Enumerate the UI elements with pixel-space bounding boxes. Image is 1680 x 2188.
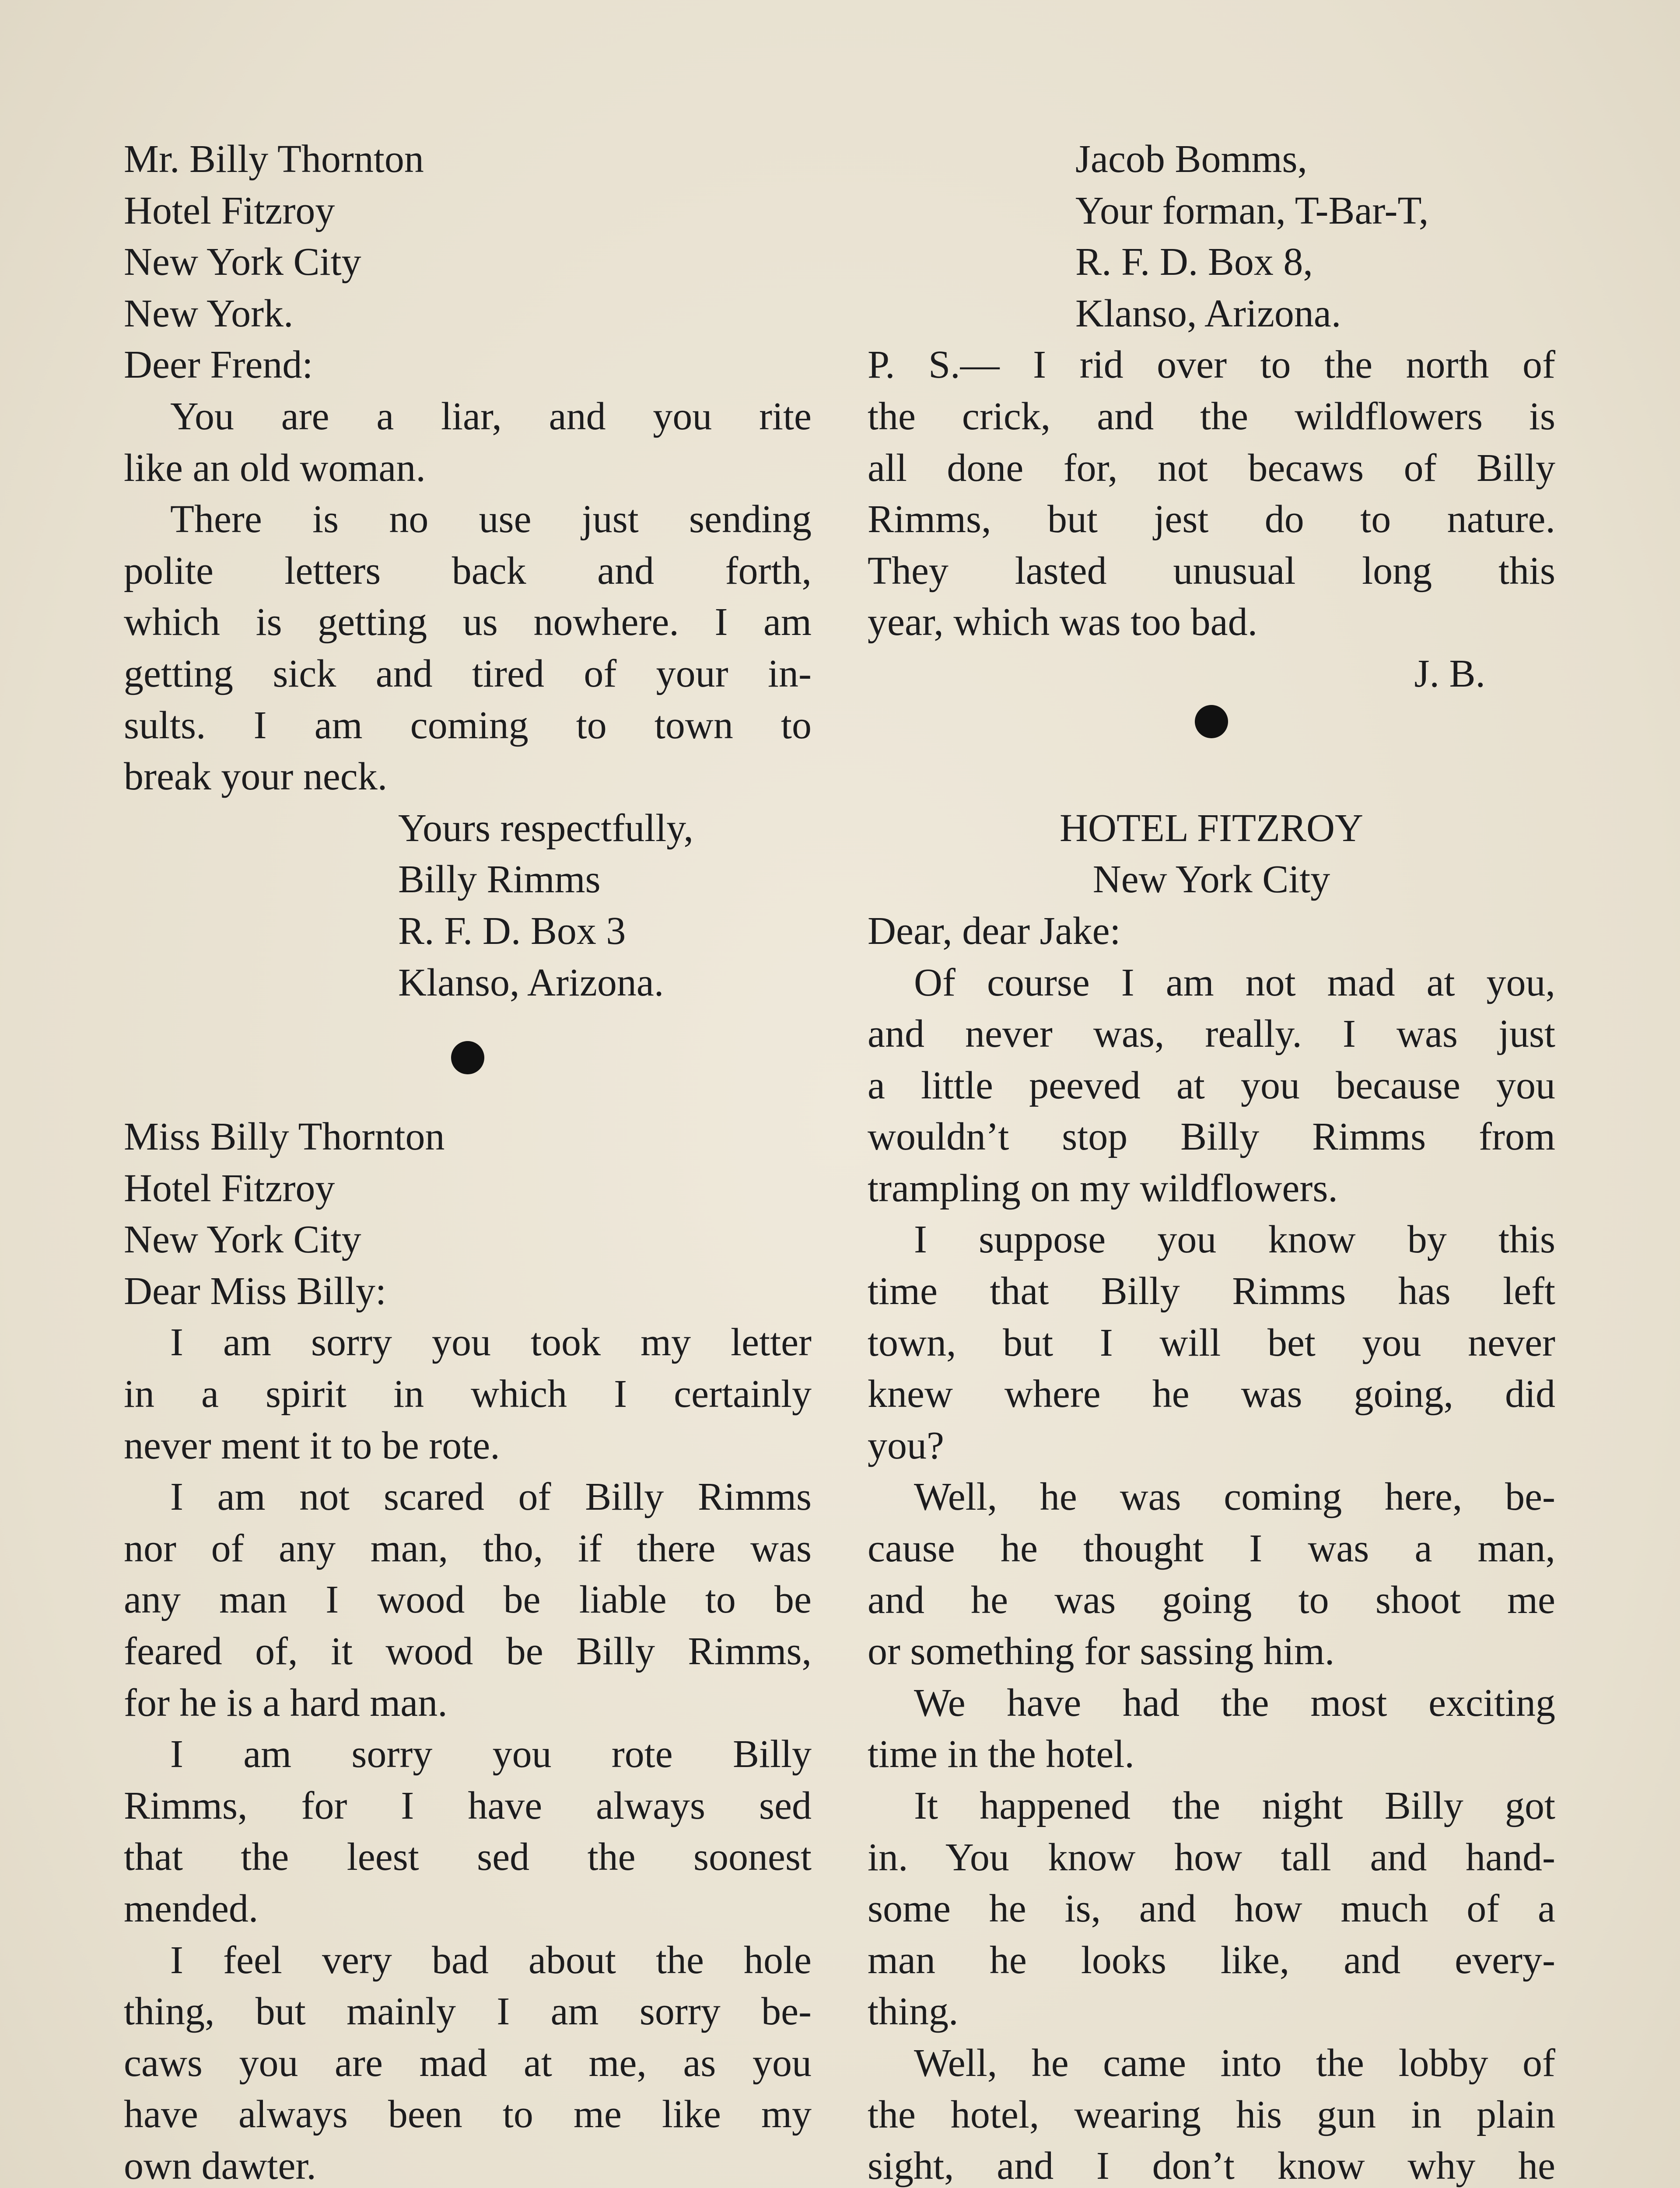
left-column bbox=[124, 133, 812, 2188]
text-line: I am not scared of Billy Rimms bbox=[170, 1475, 812, 1519]
bullet-icon bbox=[1195, 705, 1228, 738]
text-line: sults. I am coming to town to bbox=[124, 703, 812, 747]
text-line: Rimms, but jest do to nature. bbox=[868, 498, 1555, 541]
address-line: Mr. Billy Thornton bbox=[124, 137, 424, 181]
text-line: time in the hotel. bbox=[868, 1732, 1134, 1776]
text-line: cause he thought I was a man, bbox=[868, 1527, 1555, 1571]
text-line: thing. bbox=[868, 1990, 959, 2034]
address-line: Hotel Fitzroy bbox=[124, 1166, 335, 1210]
text-line: some he is, and how much of a bbox=[868, 1887, 1555, 1931]
signature-line: Your forman, T-Bar-T, bbox=[1075, 189, 1429, 232]
text-line: and he was going to shoot me bbox=[868, 1578, 1555, 1622]
signature-line: R. F. D. Box 8, bbox=[1075, 240, 1313, 284]
letter3-heading: HOTEL FITZROY bbox=[1059, 806, 1364, 850]
text-line: caws you are mad at me, as you bbox=[124, 2041, 812, 2085]
address-line: Hotel Fitzroy bbox=[124, 189, 335, 232]
postscript bbox=[868, 339, 1555, 648]
text-line: sight, and I don’t know why he bbox=[868, 2144, 1555, 2188]
text-line: for he is a hard man. bbox=[124, 1681, 448, 1725]
text-line: any man I wood be liable to be bbox=[124, 1578, 812, 1622]
text-line: I am sorry you took my letter bbox=[170, 1321, 812, 1364]
signature-line: Jacob Bomms, bbox=[1075, 137, 1307, 181]
address-line: New York City bbox=[124, 240, 361, 284]
text-line: polite letters back and forth, bbox=[124, 549, 812, 593]
text-line: own dawter. bbox=[124, 2144, 316, 2188]
text-line: feared of, it wood be Billy Rimms, bbox=[124, 1630, 812, 1673]
text-line: Well, he was coming here, be- bbox=[914, 1475, 1555, 1519]
text-line: You are a liar, and you rite bbox=[170, 394, 812, 438]
text-line: in. You know how tall and hand- bbox=[868, 1835, 1555, 1879]
letter2-paragraph-2 bbox=[124, 1471, 812, 1729]
letter2-paragraph-3 bbox=[124, 1729, 812, 1934]
text-line: a little peeved at you because you bbox=[868, 1063, 1555, 1107]
text-line: I suppose you know by this bbox=[914, 1218, 1555, 1262]
text-line: or something for sassing him. bbox=[868, 1630, 1335, 1673]
text-line: town, but I will bet you never bbox=[868, 1321, 1555, 1364]
letter2-salutation: Dear Miss Billy: bbox=[124, 1269, 386, 1313]
letter1-paragraph-1 bbox=[124, 391, 812, 494]
letter3-paragraph-4 bbox=[868, 1677, 1555, 1780]
address-line: New York. bbox=[124, 291, 294, 335]
text-line: break your neck. bbox=[124, 755, 388, 799]
text-line: knew where he was going, did bbox=[868, 1372, 1555, 1416]
text-line: It happened the night Billy got bbox=[914, 1784, 1555, 1827]
signature-line: Klanso, Arizona. bbox=[398, 961, 664, 1004]
letter3-paragraph-6 bbox=[868, 2037, 1555, 2188]
text-line: We have had the most exciting bbox=[914, 1681, 1555, 1725]
text-line: and never was, really. I was just bbox=[868, 1012, 1555, 1056]
text-line: have always been to me like my bbox=[124, 2093, 812, 2136]
letter2-paragraph-1 bbox=[124, 1317, 812, 1471]
text-line: which is getting us nowhere. I am bbox=[124, 600, 812, 644]
text-line: you? bbox=[868, 1424, 944, 1467]
text-line: man he looks like, and every- bbox=[868, 1938, 1555, 1982]
text-line: getting sick and tired of your in- bbox=[124, 652, 812, 695]
spacer bbox=[868, 751, 1555, 803]
text-line: time that Billy Rimms has left bbox=[868, 1269, 1555, 1313]
letter2-paragraph-4 bbox=[124, 1935, 812, 2188]
address-line: New York City bbox=[124, 1218, 361, 1262]
signature-line: Yours respectfully, bbox=[398, 806, 693, 850]
text-line: that the leest sed the soonest bbox=[124, 1835, 812, 1879]
letter3-salutation: Dear, dear Jake: bbox=[868, 909, 1121, 953]
letter3-paragraph-1 bbox=[868, 957, 1555, 1214]
text-line: year, which was too bad. bbox=[868, 600, 1258, 644]
text-line: Well, he came into the lobby of bbox=[914, 2041, 1555, 2085]
section-divider bbox=[124, 1008, 812, 1111]
text-line: all done for, not becaws of Billy bbox=[868, 446, 1555, 490]
letter2-address bbox=[124, 1111, 812, 1266]
text-line: There is no use just sending bbox=[170, 498, 812, 541]
letter1-salutation: Deer Frend: bbox=[124, 343, 313, 387]
letter3-paragraph-2 bbox=[868, 1214, 1555, 1471]
postscript-initials: J. B. bbox=[1414, 652, 1485, 695]
letter3-paragraph-5 bbox=[868, 1780, 1555, 2037]
text-line: nor of any man, tho, if there was bbox=[124, 1526, 812, 1570]
text-line: trampling on my wildflowers. bbox=[868, 1166, 1338, 1210]
signature-line: Billy Rimms bbox=[398, 858, 601, 901]
text-line: the crick, and the wildflowers is bbox=[868, 394, 1555, 438]
text-line: like an old woman. bbox=[124, 446, 426, 490]
letter3-paragraph-3 bbox=[868, 1471, 1555, 1677]
letter1-address bbox=[124, 133, 812, 339]
text-line: the hotel, wearing his gun in plain bbox=[868, 2093, 1555, 2136]
text-line: They lasted unusual long this bbox=[868, 549, 1555, 593]
text-line: I am sorry you rote Billy bbox=[170, 1732, 812, 1776]
text-line: I feel very bad about the hole bbox=[170, 1938, 812, 1982]
text-line: Rimms, for I have always sed bbox=[124, 1784, 812, 1827]
letter1-signature bbox=[124, 803, 812, 1008]
signature-line: R. F. D. Box 3 bbox=[398, 909, 626, 953]
letter1-paragraph-2 bbox=[124, 494, 812, 803]
section-divider bbox=[868, 700, 1555, 751]
letter3-subheading: New York City bbox=[1092, 858, 1330, 901]
text-line: Of course I am not mad at you, bbox=[914, 961, 1555, 1004]
bullet-icon bbox=[451, 1041, 484, 1074]
letter2-signature bbox=[868, 133, 1555, 339]
text-line: wouldn’t stop Billy Rimms from bbox=[868, 1115, 1555, 1159]
text-line: P. S.— I rid over to the north of bbox=[868, 343, 1555, 387]
text-line: mended. bbox=[124, 1887, 259, 1930]
signature-line: Klanso, Arizona. bbox=[1075, 291, 1341, 335]
right-column bbox=[868, 133, 1555, 2188]
text-line: in a spirit in which I certainly bbox=[124, 1372, 812, 1416]
address-line: Miss Billy Thornton bbox=[124, 1115, 445, 1159]
text-line: thing, but mainly I am sorry be- bbox=[124, 1990, 812, 2034]
text-line: never ment it to be rote. bbox=[124, 1424, 500, 1467]
